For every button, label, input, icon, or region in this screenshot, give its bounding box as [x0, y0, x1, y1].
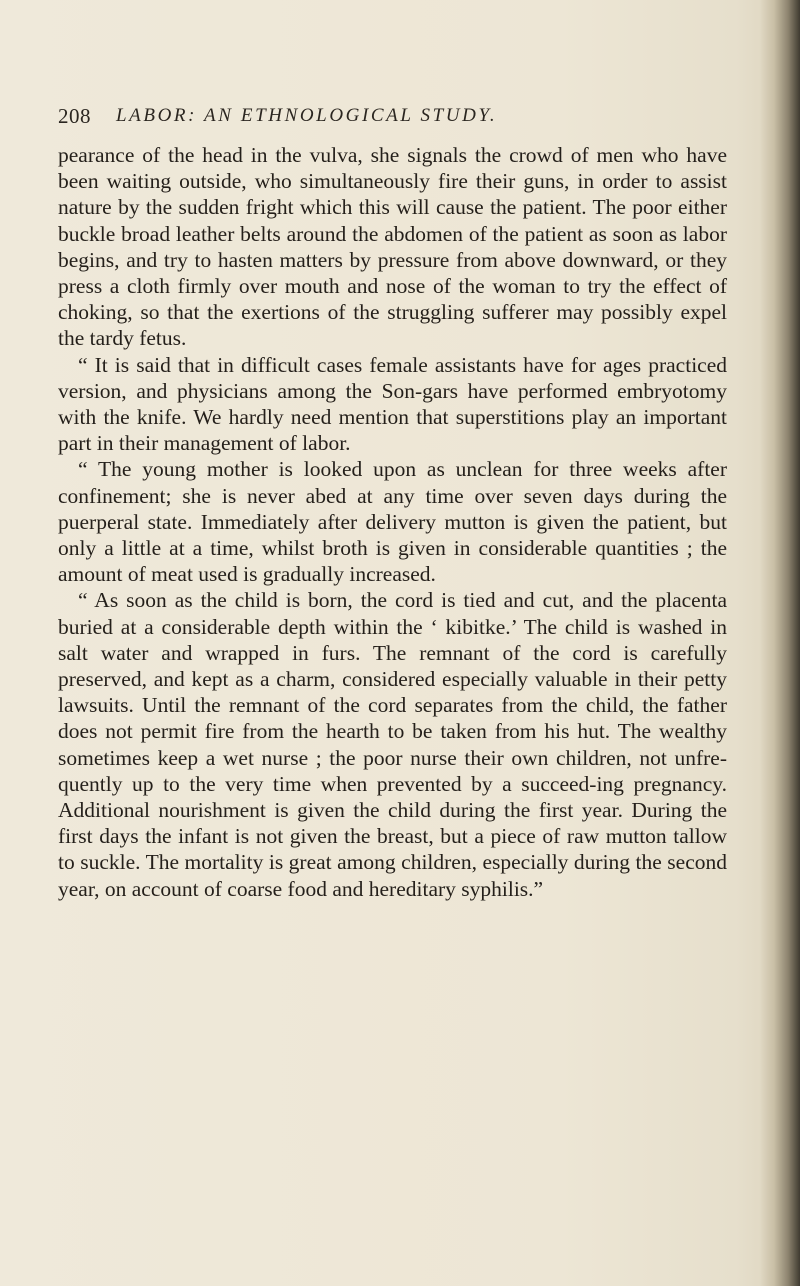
page-number: 208	[58, 104, 91, 128]
body-text	[58, 142, 727, 902]
paragraph-continued: pearance of the head in the vulva, she signals the crowd of men who have been waiting outside, who simultaneously fire their guns, in order to assist nature by the sudden fright which this will cause the patient. The poor either buckle broad leather belts around the abdomen of the patient as soon as labor begins, and try to hasten matters by pressure from above downward, or they press a cloth firmly over mouth and nose of the woman to try the effect of choking, so that the exertions of the struggling sufferer may possibly expel the tardy fetus.	[58, 143, 727, 351]
running-head: LABOR: AN ETHNOLOGICAL STUDY.	[116, 105, 498, 126]
paragraph-child-born: “ As soon as the child is born, the cord is tied and cut, and the placenta buried at a considerable depth within the ‘ kibitke.’ The child is washed in salt water and wrapped in furs. The remnant of the cord is carefully preserved, and kept as a charm, considered especially valuable in their petty lawsuits. Until the remnant of the cord separates from the child, the father does not permit fire from the hearth to be taken from his hut. The wealthy sometimes keep a wet nurse ; the poor nurse their own children, not unfre-quently up to the very time when prevented by a succeed-ing pregnancy. Additional nourishment is given the child during the first year. During the first days the infant is not given the breast, but a piece of raw mutton tallow to suckle. The mortality is great among children, especially during the second year, on account of coarse food and hereditary syphilis.”	[58, 588, 727, 901]
page-header	[58, 104, 718, 134]
paragraph-difficult-cases: “ It is said that in difficult cases female assistants have for ages practiced version, and physicians among the Son-gars have performed embryotomy with the knife. We hardly need mention that superstitions play an important part in their management of labor.	[58, 352, 727, 456]
page-binding-edge	[760, 0, 800, 1286]
paragraph-young-mother: “ The young mother is looked upon as unclean for three weeks after confinement; she is never abed at any time over seven days during the puerperal state. Immediately after delivery mutton is given the patient, but only a little at a time, whilst broth is given in considerable quantities ; the amount of meat used is gradually increased.	[58, 457, 727, 587]
